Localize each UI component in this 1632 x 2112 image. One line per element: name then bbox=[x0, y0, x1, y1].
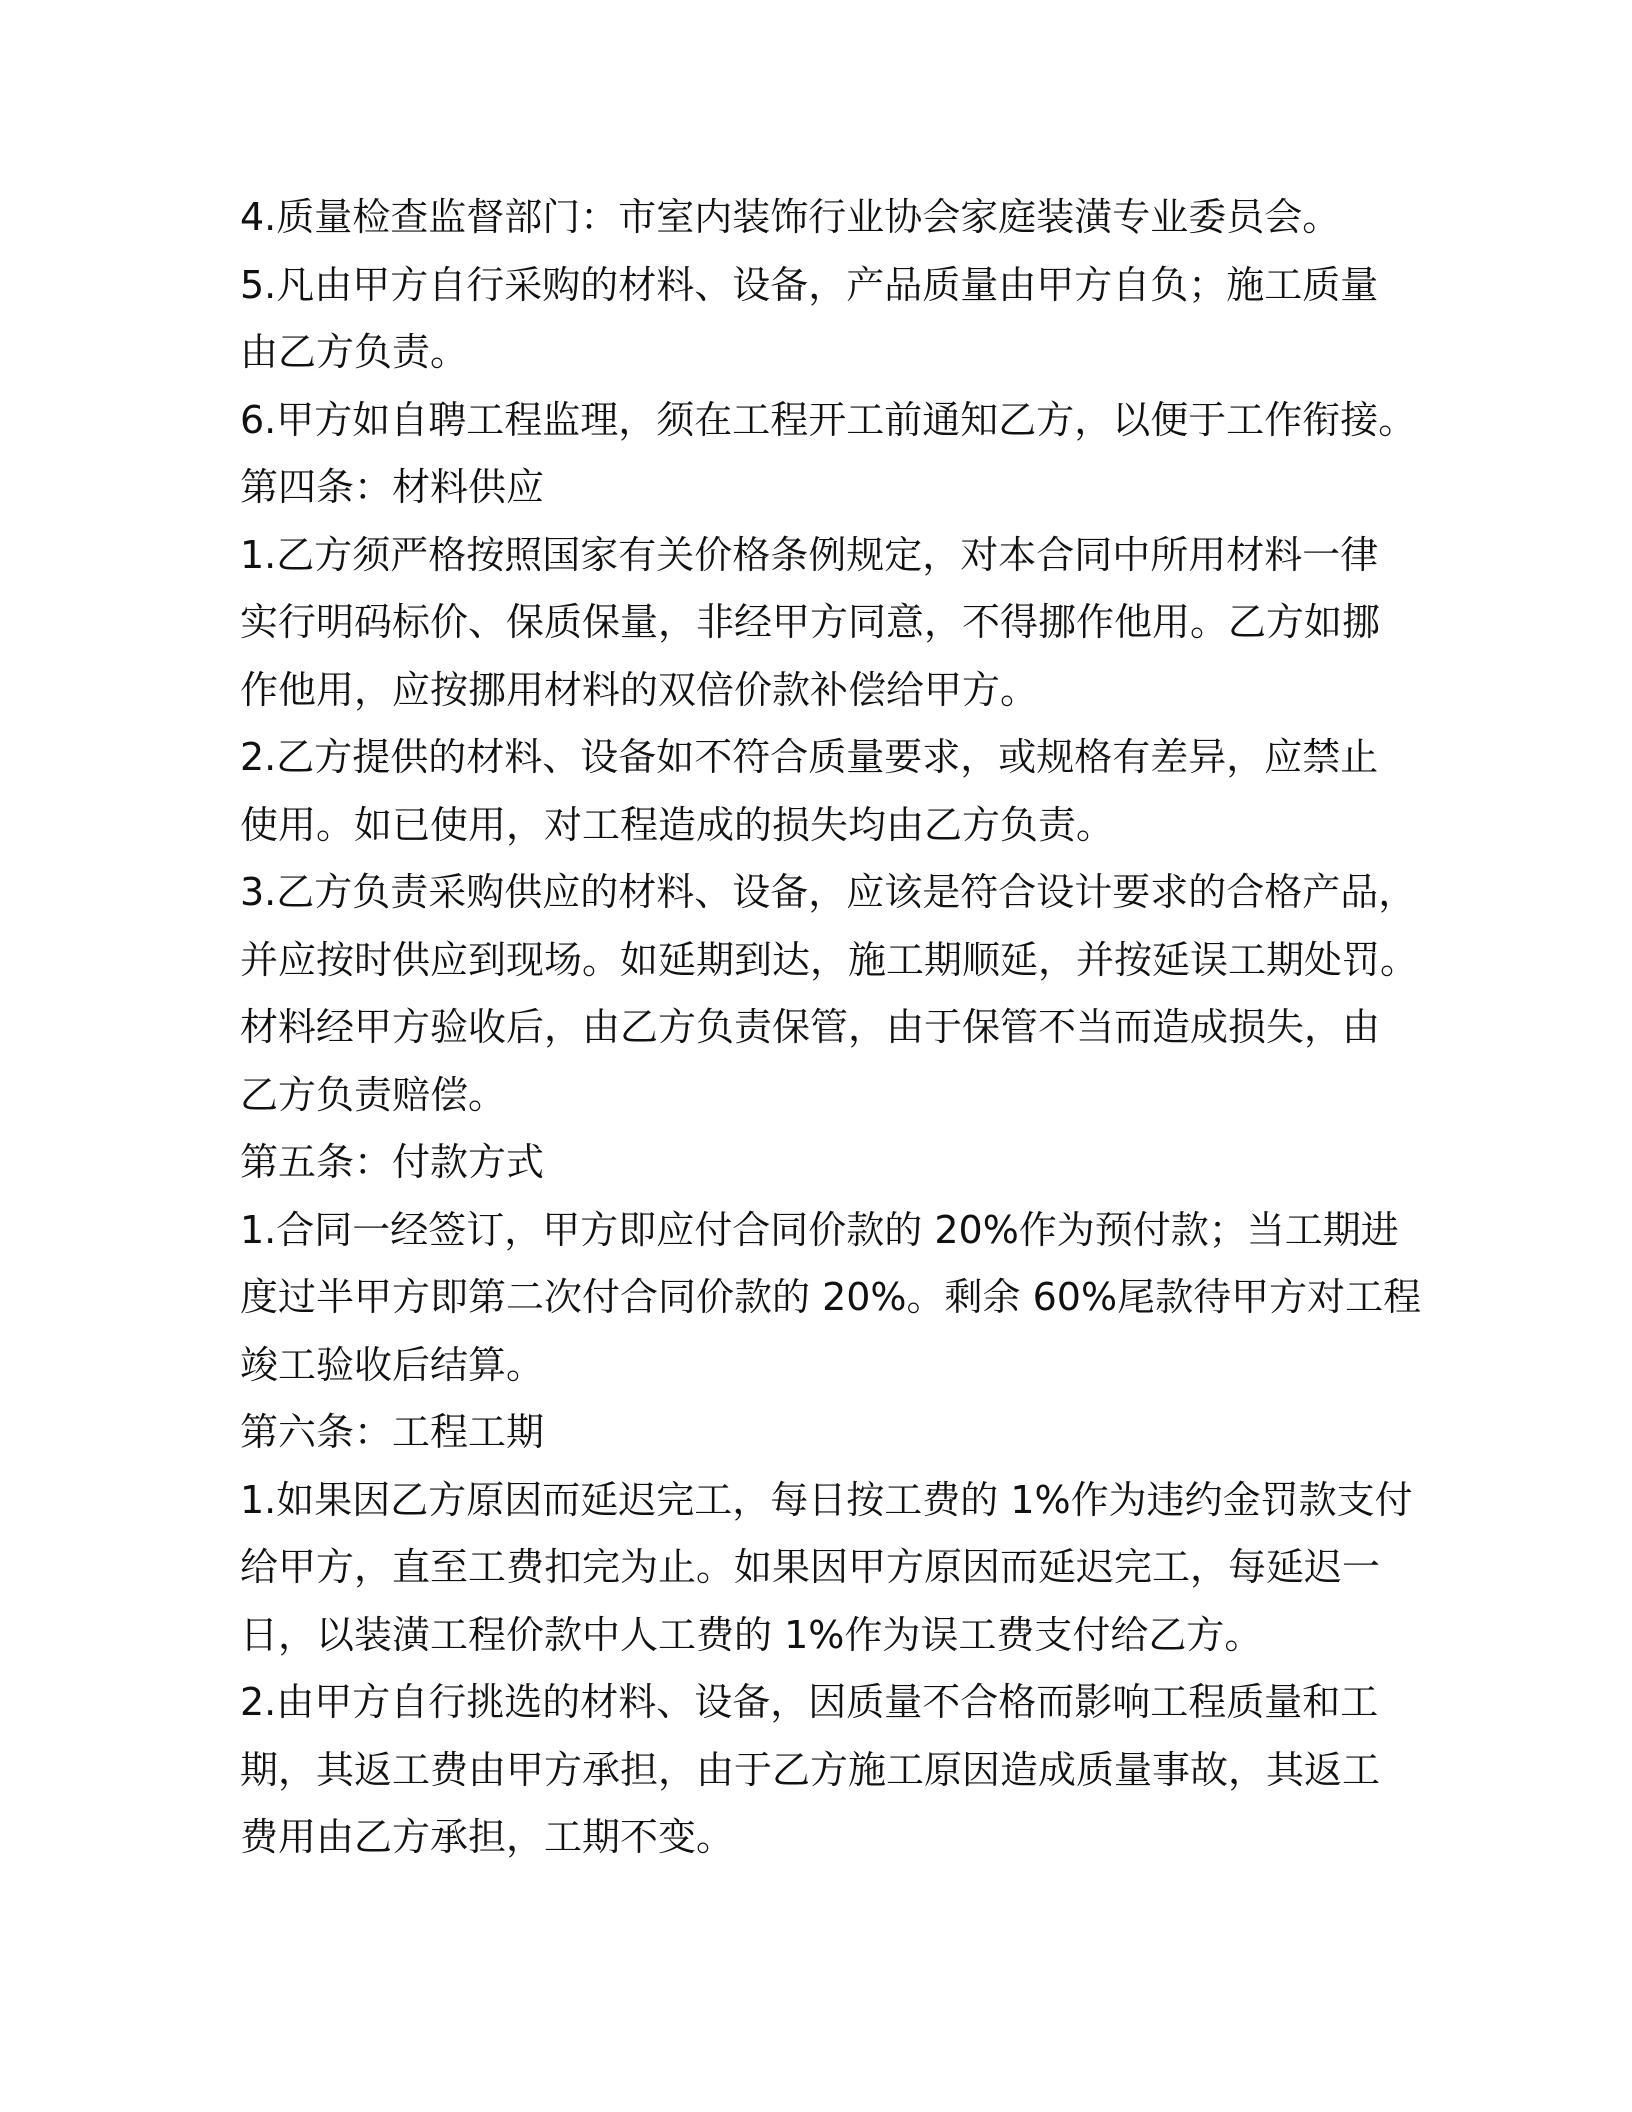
text-line: 1.乙方须严格按照国家有关价格条例规定，对本合同中所用材料一律 bbox=[240, 532, 1379, 577]
text-line: 乙方负责赔偿。 bbox=[240, 1072, 507, 1117]
text-line: 使用。如已使用，对工程造成的损失均由乙方负责。 bbox=[240, 802, 1115, 847]
text-line: 2.由甲方自行挑选的材料、设备，因质量不合格而影响工程质量和工 bbox=[240, 1680, 1379, 1724]
paragraph-delay-penalty bbox=[240, 1467, 1413, 1670]
paragraph-rework-cost bbox=[240, 1669, 1400, 1872]
paragraph-material-supply bbox=[240, 859, 1419, 1129]
text-line: 竣工验收后结算。 bbox=[240, 1342, 545, 1387]
text-line: 4.质量检查监督部门：市室内装饰行业协会家庭装潢专业委员会。 bbox=[240, 195, 1341, 239]
section-heading-article-4 bbox=[240, 454, 1400, 522]
text-line: 1.如果因乙方原因而延迟完工，每日按工费的 1%作为违约金罚款支付 bbox=[240, 1477, 1413, 1522]
paragraph-nonconforming-materials bbox=[240, 724, 1400, 859]
text-line: 2.乙方提供的材料、设备如不符合质量要求，或规格有差异，应禁止 bbox=[240, 735, 1379, 779]
paragraph-material-pricing bbox=[240, 522, 1400, 725]
text-line: 5.凡由甲方自行采购的材料、设备，产品质量由甲方自负；施工质量 bbox=[240, 262, 1379, 307]
text-line: 日，以装潢工程价款中人工费的 1%作为误工费支付给乙方。 bbox=[240, 1612, 1263, 1657]
text-line: 作他用，应按挪用材料的双倍价款补偿给甲方。 bbox=[240, 667, 1039, 712]
text-line: 期，其返工费由甲方承担，由于乙方施工原因造成质量事故，其返工 bbox=[240, 1747, 1381, 1792]
text-line: 材料经甲方验收后，由乙方负责保管，由于保管不当而造成损失，由 bbox=[240, 1005, 1381, 1049]
paragraph-supervisor-notice bbox=[240, 387, 1417, 455]
text-line: 第五条：付款方式 bbox=[240, 1140, 545, 1184]
document-page bbox=[240, 184, 1422, 1872]
text-line: 6.甲方如自聘工程监理，须在工程开工前通知乙方，以便于工作衔接。 bbox=[240, 397, 1417, 442]
text-line: 给甲方，直至工费扣完为止。如果因甲方原因而延迟完工，每延迟一 bbox=[240, 1545, 1381, 1589]
text-line: 第六条：工程工期 bbox=[240, 1410, 545, 1454]
text-line: 实行明码标价、保质保量，非经甲方同意，不得挪作他用。乙方如挪 bbox=[240, 600, 1381, 644]
text-line: 度过半甲方即第二次付合同价款的 20%。剩余 60%尾款待甲方对工程 bbox=[240, 1275, 1422, 1319]
text-line: 第四条：材料供应 bbox=[240, 465, 545, 509]
text-line: 并应按时供应到现场。如延期到达，施工期顺延，并按延误工期处罚。 bbox=[240, 937, 1419, 982]
section-heading-article-5 bbox=[240, 1129, 1400, 1197]
text-line: 费用由乙方承担，工期不变。 bbox=[240, 1815, 735, 1859]
paragraph-self-purchased-materials bbox=[240, 252, 1400, 387]
text-line: 1.合同一经签订，甲方即应付合同价款的 20%作为预付款；当工期进 bbox=[240, 1207, 1399, 1252]
paragraph-payment-terms bbox=[240, 1197, 1422, 1400]
paragraph-quality-supervision bbox=[240, 184, 1400, 252]
text-line: 由乙方负责。 bbox=[240, 330, 469, 374]
text-line: 3.乙方负责采购供应的材料、设备，应该是符合设计要求的合格产品， bbox=[240, 870, 1417, 914]
section-heading-article-6 bbox=[240, 1399, 1400, 1467]
